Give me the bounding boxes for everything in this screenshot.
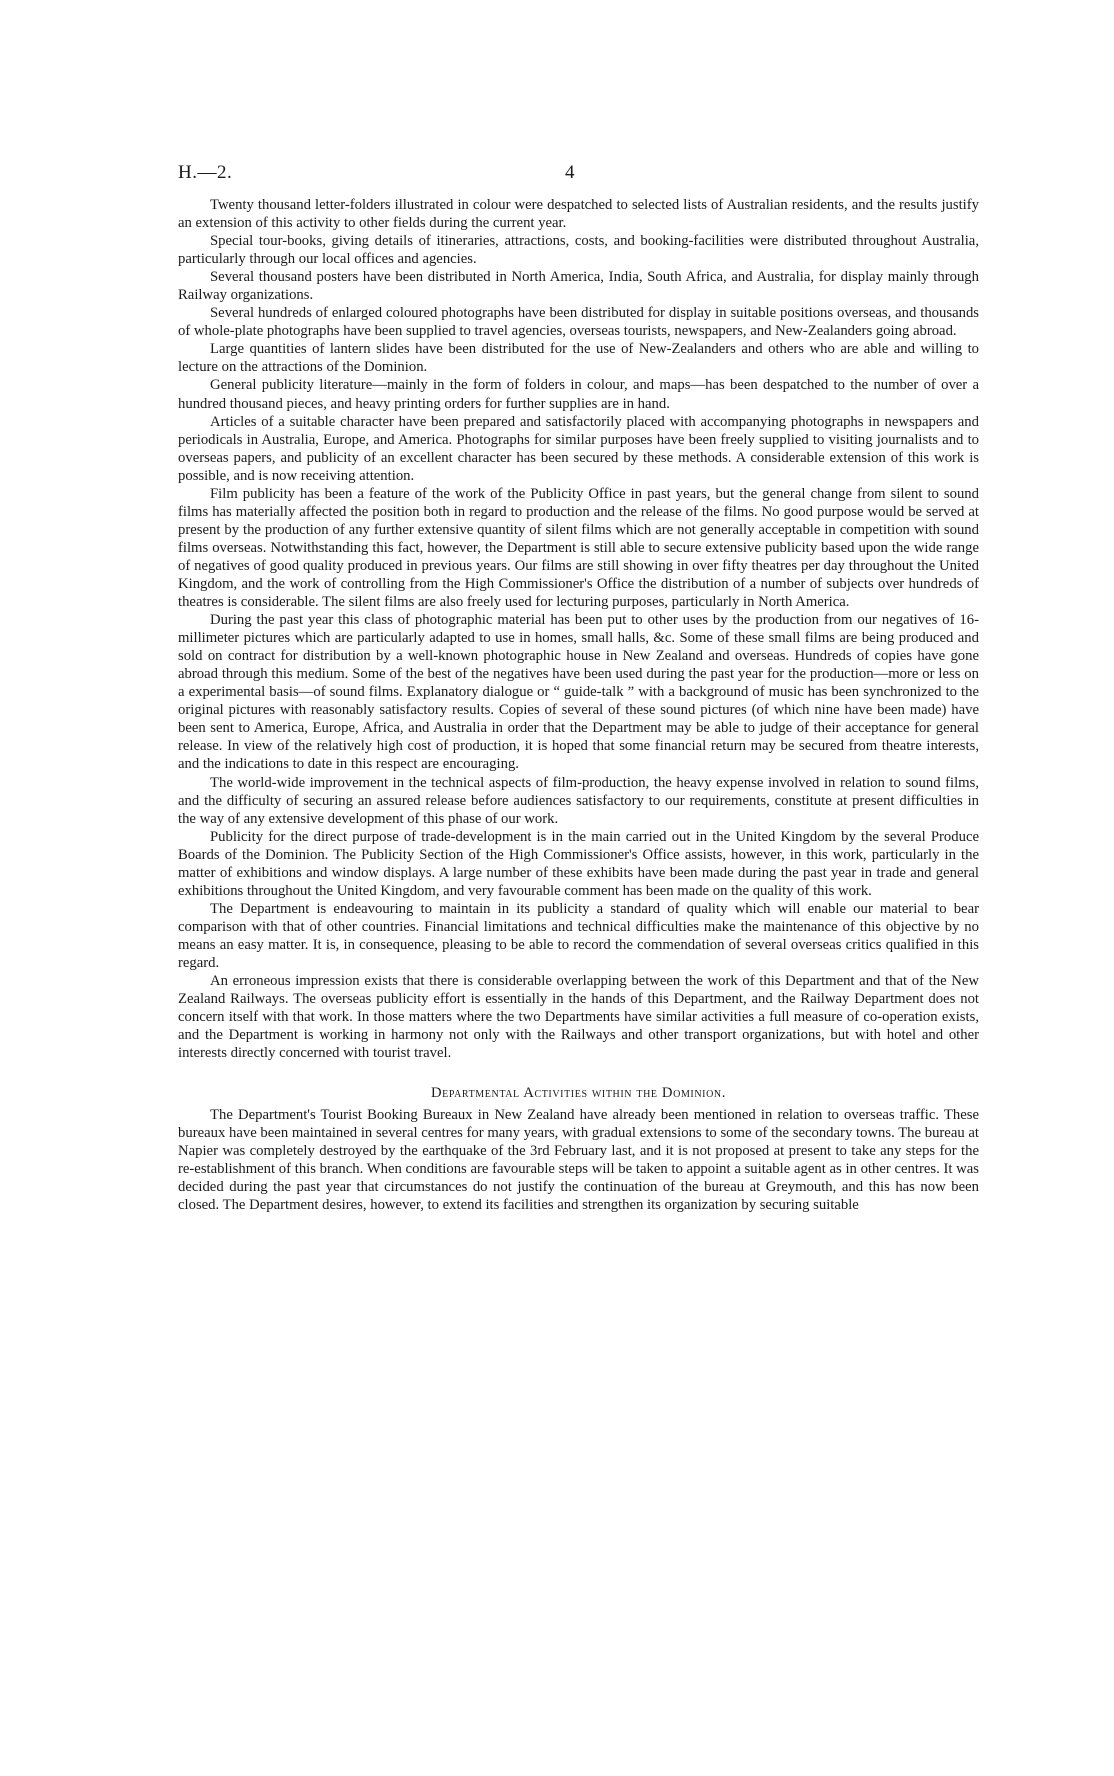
paragraph-general-literature: General publicity literature—mainly in the form of folders in colour, and maps—has been despatched to the number of over a hundred thousand pieces, and heavy printing orders for further supplies are in hand.	[178, 377, 979, 412]
paragraph-railways-overlap: An erroneous impression exists that there is considerable overlapping between the work of this Department and that of the New Zealand Railways. The overseas publicity effort is essentially in the hands of this Department, and the Railway Department does not concern itself with that work. In those matters where the two Departments have similar activities a full measure of co-operation exists, and the Department is working in harmony not only with the Railways and other transport organizations, but with hotel and other interests directly concerned with tourist travel.	[178, 973, 979, 1062]
paragraph-tour-books: Special tour-books, giving details of itineraries, attractions, costs, and booking-facilities were distributed throughout Australia, particularly through our local offices and agencies.	[178, 233, 979, 268]
document-reference: H.—2.	[178, 162, 233, 183]
paragraph-film-production: The world-wide improvement in the technical aspects of film-production, the heavy expense involved in relation to sound films, and the difficulty of securing an assured release before audiences satisfactory to our requirements, constitute at present difficulties in the way of any extensive development of this phase of our work.	[178, 774, 979, 827]
paragraph-trade-development: Publicity for the direct purpose of trade-development is in the main carried out in the United Kingdom by the several Produce Boards of the Dominion. The Publicity Section of the High Commissioner's Office assists, however, in this work, particularly in the matter of exhibitions and window displays. A large number of these exhibits have been made during the past year in trade and general exhibitions throughout the United Kingdom, and very favourable comment has been made on the quality of this work.	[178, 828, 979, 899]
body-text	[178, 196, 979, 1215]
paragraph-photographs: Several hundreds of enlarged coloured photographs have been distributed for display in suitable positions overseas, and thousands of whole-plate photographs have been supplied to travel agencies, overseas tourists, newspapers, and New-Zealanders going abroad.	[178, 305, 979, 340]
paragraph-film-publicity: Film publicity has been a feature of the work of the Publicity Office in past years, but the general change from silent to sound films has materially affected the position both in regard to production and the release of the films. No good purpose would be served at present by the production of any further extensive quantity of silent films which are not generally acceptable in competition with sound films overseas. Notwithstanding this fact, however, the Department is still able to secure extensive publicity based upon the wide range of negatives of good quality produced in previous years. Our films are still showing in over fifty theatres per day throughout the United Kingdom, and the work of controlling from the High Commissioner's Office the distribution of a number of subjects over hundreds of theatres is considerable. The silent films are also freely used for lecturing purposes, particularly in North America.	[178, 485, 979, 611]
paragraph-lantern-slides: Large quantities of lantern slides have been distributed for the use of New-Zealanders and others who are able and willing to lecture on the attractions of the Dominion.	[178, 341, 979, 376]
page-number: 4	[565, 162, 575, 183]
paragraph-16mm-films: During the past year this class of photographic material has been put to other uses by the production from our negatives of 16-millimeter pictures which are particularly adapted to use in homes, small halls, &c. Some of these small films are being produced and sold on contract for distribution by a well-known photographic house in New Zealand and overseas. Hundreds of copies have gone abroad through this medium. Some of the best of the negatives have been used during the past year for the production—more or less on a experimental basis—of sound films. Explanatory dialogue or “ guide-talk ” with a background of music has been synchronized to the original pictures with reasonably satisfactory results. Copies of several of these sound pictures (of which nine have been made) have been sent to America, Europe, Africa, and Australia in order that the Department may be able to judge of their acceptance for general release. In view of the relatively high cost of production, it is hoped that some financial return may be secured from theatre interests, and the indications to date in this respect are encouraging.	[178, 612, 979, 773]
paragraph-articles: Articles of a suitable character have been prepared and satisfactorily placed with accompanying photographs in newspapers and periodicals in Australia, Europe, and America. Photographs for similar purposes have been freely supplied to visiting journalists and to overseas papers, and publicity of an excellent character has been secured by these methods. A considerable extension of this work is possible, and is now receiving attention.	[178, 413, 979, 484]
paragraph-posters: Several thousand posters have been distributed in North America, India, South Africa, and Australia, for display mainly through Railway organizations.	[178, 269, 979, 304]
paragraph-quality-standard: The Department is endeavouring to maintain in its publicity a standard of quality which will enable our material to bear comparison with that of other countries. Financial limitations and technical difficulties make the maintenance of this objective by no means an easy matter. It is, in consequence, pleasing to be able to record the commendation of several overseas critics qualified in this regard.	[178, 900, 979, 971]
paragraph-letter-folders: Twenty thousand letter-folders illustrated in colour were despatched to selected lists of Australian residents, and the results justify an extension of this activity to other fields during the current year.	[178, 197, 979, 232]
paragraph-booking-bureaux: The Department's Tourist Booking Bureaux in New Zealand have already been mentioned in relation to overseas traffic. These bureaux have been maintained in several centres for many years, with gradual extensions to some of the secondary towns. The bureau at Napier was completely destroyed by the earthquake of the 3rd February last, and it is not proposed at present to take any steps for the re-establishment of this branch. When conditions are favourable steps will be taken to appoint a suitable agent as in other centres. It was decided during the past year that circumstances do not justify the continuation of the bureau at Greymouth, and this has now been closed. The Department desires, however, to extend its facilities and strengthen its organization by securing suitable	[178, 1107, 979, 1214]
section-heading: Departmental Activities within the Dominion.	[430, 1085, 727, 1102]
running-header	[178, 162, 979, 192]
